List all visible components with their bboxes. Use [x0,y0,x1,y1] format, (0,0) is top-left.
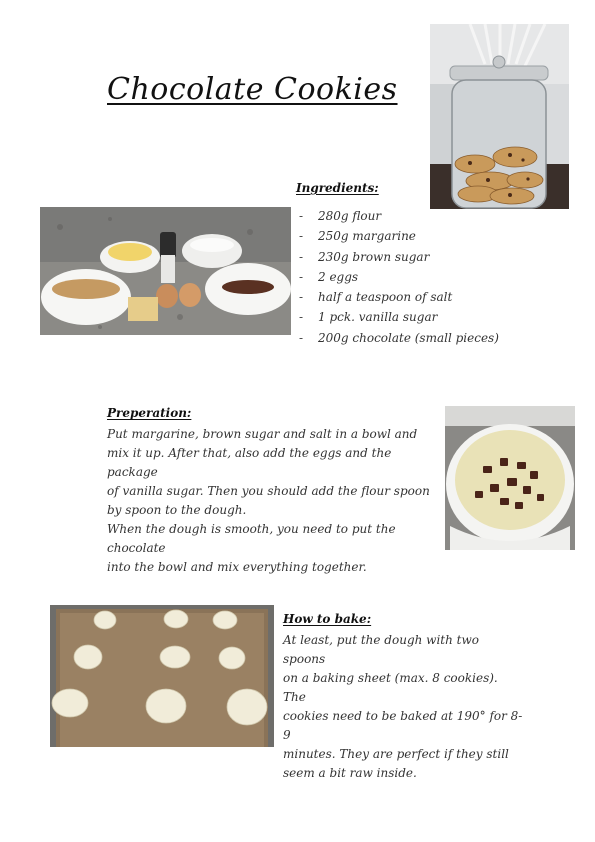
cookie-jar-photo [430,24,569,209]
ingredient-item: - 250g margarine [299,229,416,244]
baking-heading: How to bake: [283,612,372,626]
preparation-line: When the dough is smooth, you need to put the chocolate [107,522,396,555]
baking-line: cookies need to be baked at 190° for 8-9 [283,709,523,742]
ingredient-item: - 2 eggs [299,269,359,284]
baking-line: At least, put the dough with two spoons [283,633,479,666]
preparation-text [107,425,442,577]
ingredient-text: 2 eggs [318,269,359,284]
ingredient-text: 1 pck. vanilla sugar [318,310,438,325]
ingredients-list [299,209,519,351]
ingredient-text: 280g flour [318,209,382,223]
ingredients-heading: Ingredients: [296,181,379,195]
preparation-line: mix it up. After that, also add the eggs and the package [107,446,392,479]
page-title: Chocolate Cookies [107,72,398,107]
preparation-heading: Preperation: [107,406,192,420]
baking-line: minutes. They are perfect if they still [283,747,509,761]
baking-text [283,631,523,783]
ingredients-photo [40,207,291,335]
baking-line: seem a bit raw inside. [283,766,417,780]
ingredient-item: - 280g flour [299,209,382,223]
ingredient-text: 250g margarine [318,229,416,244]
preparation-line: into the bowl and mix everything together. [107,560,367,574]
ingredient-item: - half a teaspoon of salt [299,290,453,305]
baking-line: on a baking sheet (max. 8 cookies). The [283,671,498,704]
mixing-bowl-photo [445,406,575,550]
preparation-line: of vanilla sugar. Then you should add the flour spoon [107,484,430,498]
ingredient-text: half a teaspoon of salt [318,290,453,305]
ingredient-item: - 200g chocolate (small pieces) [299,330,499,345]
ingredient-text: 230g brown sugar [318,249,430,264]
ingredient-item: - 1 pck. vanilla sugar [299,310,438,325]
baking-sheet-photo [50,605,274,747]
preparation-line: Put margarine, brown sugar and salt in a bowl and [107,427,418,441]
preparation-line: by spoon to the dough. [107,503,247,517]
ingredient-item: - 230g brown sugar [299,249,430,264]
ingredient-text: 200g chocolate (small pieces) [318,330,499,345]
